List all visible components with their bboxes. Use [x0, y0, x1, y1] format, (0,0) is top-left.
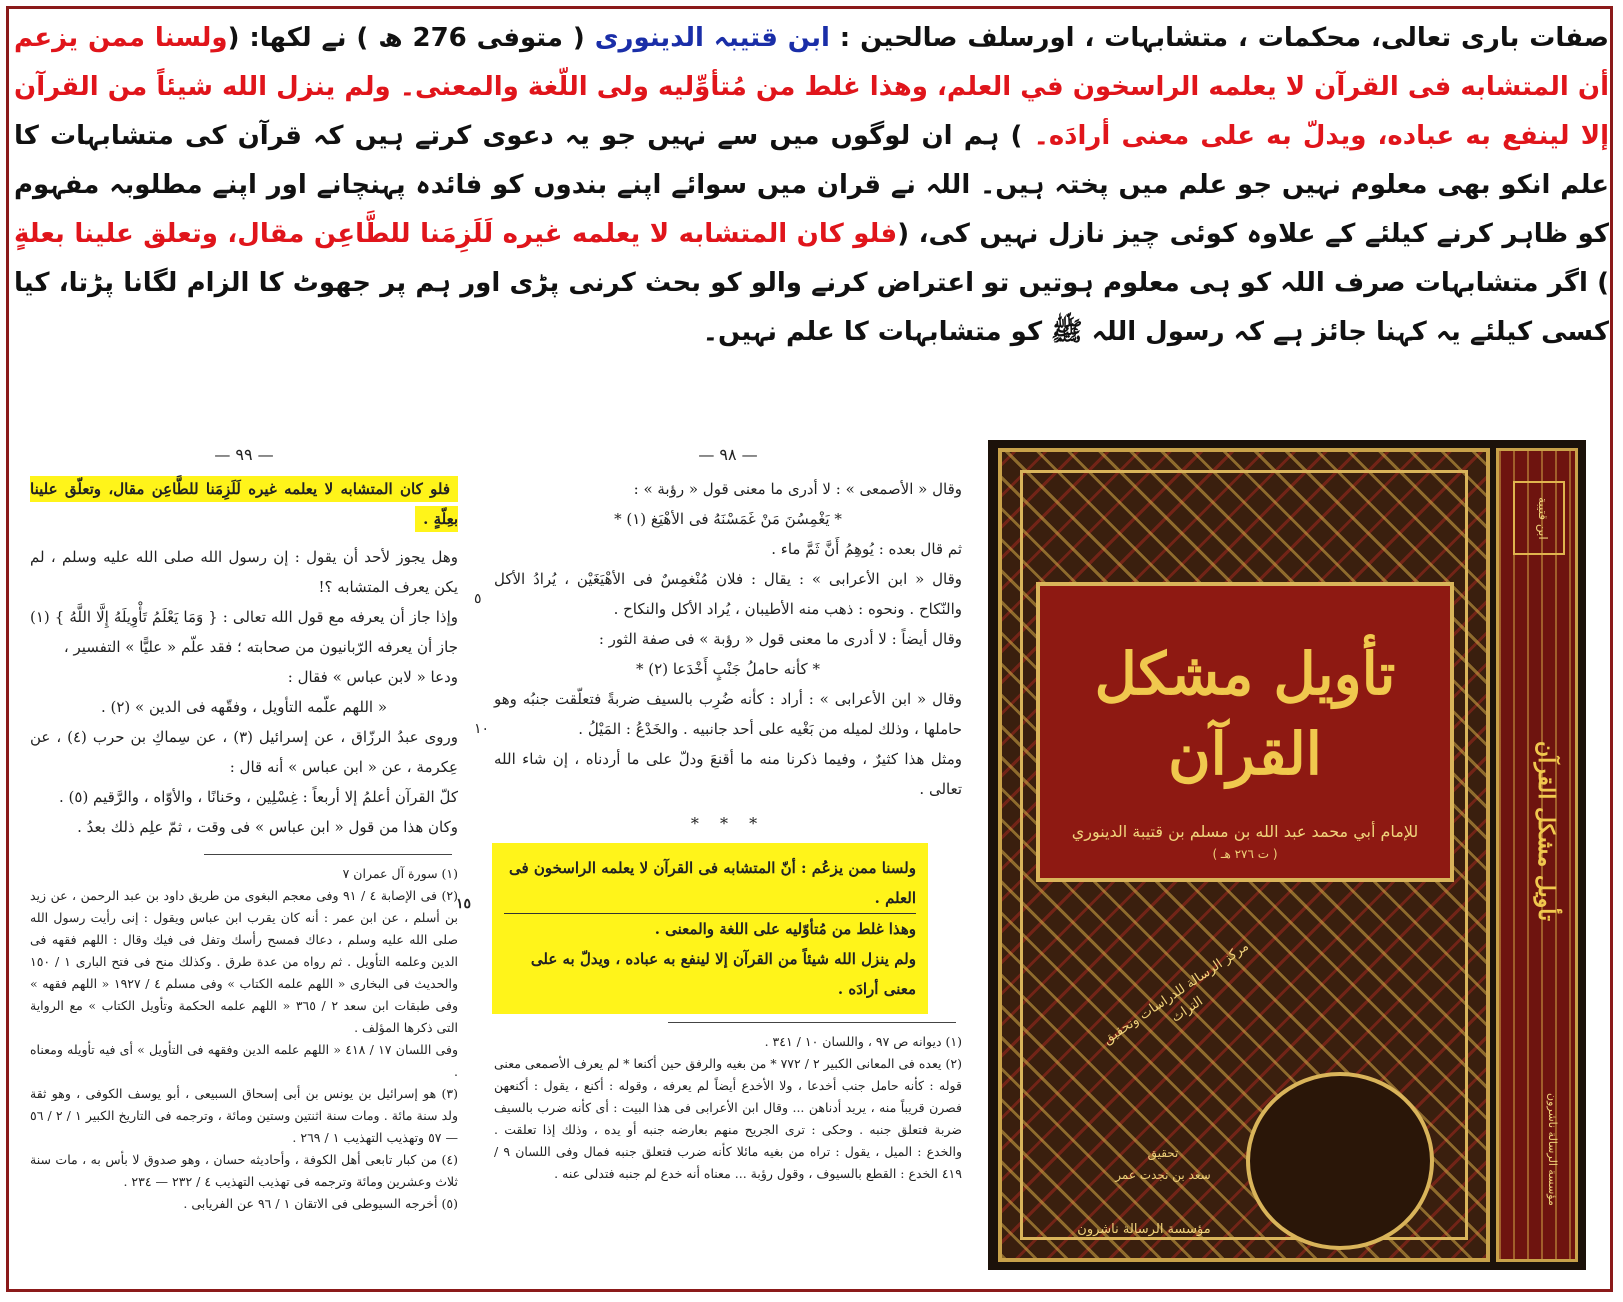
- footnote: (١) سورة آل عمران ٧: [342, 866, 458, 881]
- highlighted-passage: [456, 843, 928, 1014]
- text-line: وهل يجوز لأحد أن يقول : إن رسول الله صلى الله عليه وسلم ، لم يكن يعرف المتشابه ؟!: [30, 548, 458, 596]
- footnote: وفى اللسان ١٧ / ٤١٨ « اللهم علمه الدين وفقهه فى التأويل » أى فيه تأويله ومعناه .: [30, 1042, 458, 1079]
- text-line: [474, 564, 962, 624]
- cover-center-text: مركز الرسالة للدراسات وتحقيق التراث: [1100, 938, 1252, 1048]
- urdu-translation-2: ) اگر متشابہات صرف اللہ کو ہی معلوم ہوتیں تو اعتراض کرنے والو کو بحث کرنی پڑی اور ہم پر جھوٹ کا الزام لگانا پڑتا، کیا کسی کیلئے یہ کہنا جائز ہے کہ رسول اللہ ﷺ کو متشابہات کا علم نہیں۔: [14, 268, 1609, 347]
- spine-author: ابن قتيبة: [1513, 481, 1565, 555]
- footnote: (٤) من كبار تابعى أهل الكوفة ، وأحاديثه حسان ، وهو صدوق لا بأس به ، مات سنة ثلاث وعشرين ومائة وترجمه فى تهذيب التهذيب ٤ / ٢٣٢ — ٢٣٤ .: [30, 1152, 458, 1189]
- spine-title: تأويل مشكل القرآن: [1533, 740, 1559, 922]
- page-number: — ٩٩ —: [214, 445, 274, 464]
- book-spine: [1496, 448, 1578, 1262]
- cover-author: للإمام أبي محمد عبد الله بن مسلم بن قتيبة الدينوري: [1071, 822, 1419, 841]
- text-line: ومثل هذا كثيرٌ ، وفيما ذكرنا منه ما أقنعَ ودلّ على ما أردناه ، إن شاء الله تعالى .: [494, 750, 962, 798]
- urdu-commentary: [14, 14, 1609, 412]
- text-line: وقال « الأصمعى » : لا أدرى ما معنى قول « رؤبة » :: [633, 480, 962, 498]
- author-name: ابن قتیبہ الدینوری: [594, 23, 830, 53]
- margin-number: ١٥: [456, 896, 472, 912]
- line-text: وقال « ابن الأعرابى » : يقال : فلان مُنْغمِسٌ فى الأهْيَغَيْن ، يُرادُ الأكل والنّكاح . ونحوه : ذهب منه الأطيبان ، يُراد الأكل والنكاح .: [494, 570, 962, 618]
- editor-label: تحقيق: [1147, 1146, 1179, 1160]
- footnote: (٣) هو إسرائيل بن يونس بن أبى إسحاق السبيعى ، أبو يوسف الكوفى ، وهو ثقة ولد سنة مائة . ومات سنة اثنتين وستين ومائة ، وترجمه فى التاريخ الكبير ١ / ٢ / ٥٦ — ٥٧ وتهذيب التهذيب ١ / ٢٦٩ .: [30, 1086, 458, 1145]
- urdu-translation-1: ) ہم ان لوگوں میں سے نہیں جو یہ دعوی کرتے ہیں کہ قرآن کی متشابہات کا علم انکو بھی معلوم نہیں جو علم میں پختہ ہیں۔ اللہ نے قران میں سوائے اپنے بندوں کو فائدہ پہنچانے اور اپنے مطلوبہ مفہوم کو ظاہر کرنے کیلئے کے علاوہ کوئی چیز نازل نہیں کی، (: [14, 121, 1609, 249]
- urdu-intro: صفات باری تعالی، محکمات ، متشابہات ، اورسلف صالحین :: [829, 23, 1609, 53]
- page-number: — ٩٨ —: [698, 445, 758, 464]
- arabic-quote-2: فلو كان المتشابه لا يعلمه غيره لَلَزِمَنا للطَّاعِن مقال، وتعلق علينا بعلةٍ: [14, 219, 898, 249]
- scan-page-99: [24, 445, 464, 1288]
- text-line: كلّ القرآن أعلمُ إلا أربعاً : غِسْلِين ، وحَنانًا ، والأوّاه ، والرَّقيم (٥) .: [58, 788, 458, 806]
- urdu-intro-date: ( متوفی 276 ھ ) نے لکھا: (: [227, 23, 595, 53]
- text-line: وقال أيضاً : لا أدرى ما معنى قول « رؤبة » فى صفة الثور :: [598, 630, 962, 648]
- margin-number: ١٠: [474, 721, 490, 737]
- scan-page-98: [456, 445, 968, 1288]
- text-line: وكان هذا من قول « ابن عباس » فى وقت ، ثمّ علِم ذلك بعدُ .: [77, 818, 458, 836]
- book-cover: [988, 440, 1586, 1270]
- editor-name: سعد بن نجدت عمر: [1115, 1168, 1211, 1182]
- arabic-quote-1: ولسنا ممن يزعم أن المتشابه فى القرآن لا يعلمه الراسخون في العلم، وهذا غلط من مُتأوِّليه ولى اللّغة والمعنى۔ ولم ينزل الله شيئاً من القرآن إلا لينفع به عباده، ويدلّ به على معنى أرادَه۔: [14, 23, 1609, 151]
- cover-title: تأويل مشكل القرآن: [1094, 640, 1396, 788]
- margin-number: ٥: [474, 591, 482, 607]
- verse-line: * كأنه حاملُ جَنْبٍ أَخْدَعا (٢) *: [636, 660, 820, 678]
- section-stars: * * *: [690, 814, 766, 833]
- cover-publisher: مؤسسة الرسالة ناشرون: [1077, 1222, 1211, 1237]
- cover-medallion: [1246, 1072, 1434, 1250]
- text-line: وروى عبدُ الرزّاق ، عن إسرائيل (٣) ، عن سِماكِ بن حرب (٤) ، عن عِكرمة ، عن « ابن عباس » أنه قال :: [30, 728, 458, 776]
- highlight-line: ولسنا ممن يزعُم : أنّ المتشابه فى القرآن لا يعلمه الراسخون فى العلم .: [504, 853, 916, 914]
- highlight-line: ولم ينزل الله شيئاً من القرآن إلا لينفع به عباده ، ويدلّ به على معنى أرادَه .: [530, 950, 916, 998]
- text-line: وإذا جاز أن يعرفه مع قول الله تعالى : { وَمَا يَعْلَمُ تَأْوِيلَهُ إِلَّا اللَّهُ } (١) جاز أن يعرفه الرّبانيون من صحابته ؛ فقد علّم « عليًّا » التفسير ،: [30, 608, 458, 656]
- text-line: « اللهم علّمه التأويل ، وفقّهه فى الدين » (٢) .: [100, 698, 388, 716]
- cover-title-panel: [1036, 582, 1454, 882]
- text-line: ثم قال بعده : يُوهِمُ أَنَّ ثَمَّ ماء .: [771, 540, 962, 558]
- cover-front: [998, 448, 1490, 1262]
- footnote: (١) ديوانه ص ٩٧ ، واللسان ١٠ / ٣٤١ .: [764, 1034, 962, 1049]
- line-text: وقال « ابن الأعرابى » : أراد : كأنه ضُرِب بالسيف ضربةً فتعلّقت جنبُه وهو حاملها ، وذلك لميله من بَغْيه على أحد جانبيه . والخَدْعُ : المَيْلُ .: [494, 690, 962, 738]
- text-line: [474, 684, 962, 744]
- footnote: (٢) يعده فى المعانى الكبير ٢ / ٧٧٢ * من بغيه والرفق حين أكنعا * لم يعرف الأصمعى معنى قوله : كأنه حامل جنب أخدعا ، ولا الأخدع أيضاً لم يعرفه ، وقوله : أكنع ، يقول : أكنعهن فصرن قريباً منه ، يريد أدناهن ... وقال ابن الأعرابى فى هذا البيت : أى كأنه ضرب بالسيف ضربة فتعلق جنبه . وحكى : ترى الجريح منهم بعارضه جنبه أو يده ، وذلك إذا تعلقت . والخدع : الميل ، يقول : تراه من بغيه مائلا كأنه ضرب فتعلق جنبه فمال وفى اللسان ٩ / ٤١٩ الخدع : القطع بالسيوف ، وقول رؤبة ... معناه أنه خدع لم جنبه فتدلى عنه .: [494, 1056, 962, 1181]
- highlighted-sentence: فلو كان المتشابه لا يعلمه غيره لَلَزِمَنا للطَّاعِن مقال، وتعلّق علينا بعِلّةٍ .: [30, 476, 458, 532]
- footnote: (٢) فى الإصابة ٤ / ٩١ وفى معجم البغوى من طريق داود بن عبد الرحمن ، عن زيد بن أسلم ، عن ابن عمر : أنه كان يقرب ابن عباس ويقول : إنى رأيت رسول الله صلى الله عليه وسلم ، دعاك فمسح رأسك وتفل فى فيك وقال : اللهم فقهه فى الدين وعلمه التأويل . ثم رواه من عدة طرق . وكذلك منح فى فتح البارى ١ / ١٥٠ والحديث فى البخارى « اللهم علمه الكتاب » وفى مسلم ٤ / ١٩٢٧ « اللهم فقهه » وفى طبقات ابن سعد ٢ / ٣٦٥ « اللهم علمه الحكمة وتأويل الكتاب » مع الرواية التى ذكرها المؤلف .: [30, 888, 458, 1035]
- verse-line: * يَغْمِسُنَ مَنْ غَمَسْنَهُ فى الأهْيَغ (١) *: [614, 510, 842, 528]
- footnote-divider: [668, 1022, 956, 1023]
- footnote-divider: [204, 854, 452, 855]
- cover-editor: [1088, 1142, 1238, 1186]
- text-line: ودعا « لابن عباس » فقال :: [287, 668, 458, 686]
- spine-publisher: مؤسسة الرسالة ناشرون: [1546, 1092, 1559, 1206]
- footnote: (٥) أخرجه السيوطى فى الاتقان ١ / ٩٦ عن الفريابى .: [183, 1196, 458, 1211]
- cover-date: ( ت ٢٧٦ هـ ): [1212, 847, 1278, 861]
- highlight-line: وهذا غلط من مُتأوّليه على اللغة والمعنى .: [654, 920, 916, 938]
